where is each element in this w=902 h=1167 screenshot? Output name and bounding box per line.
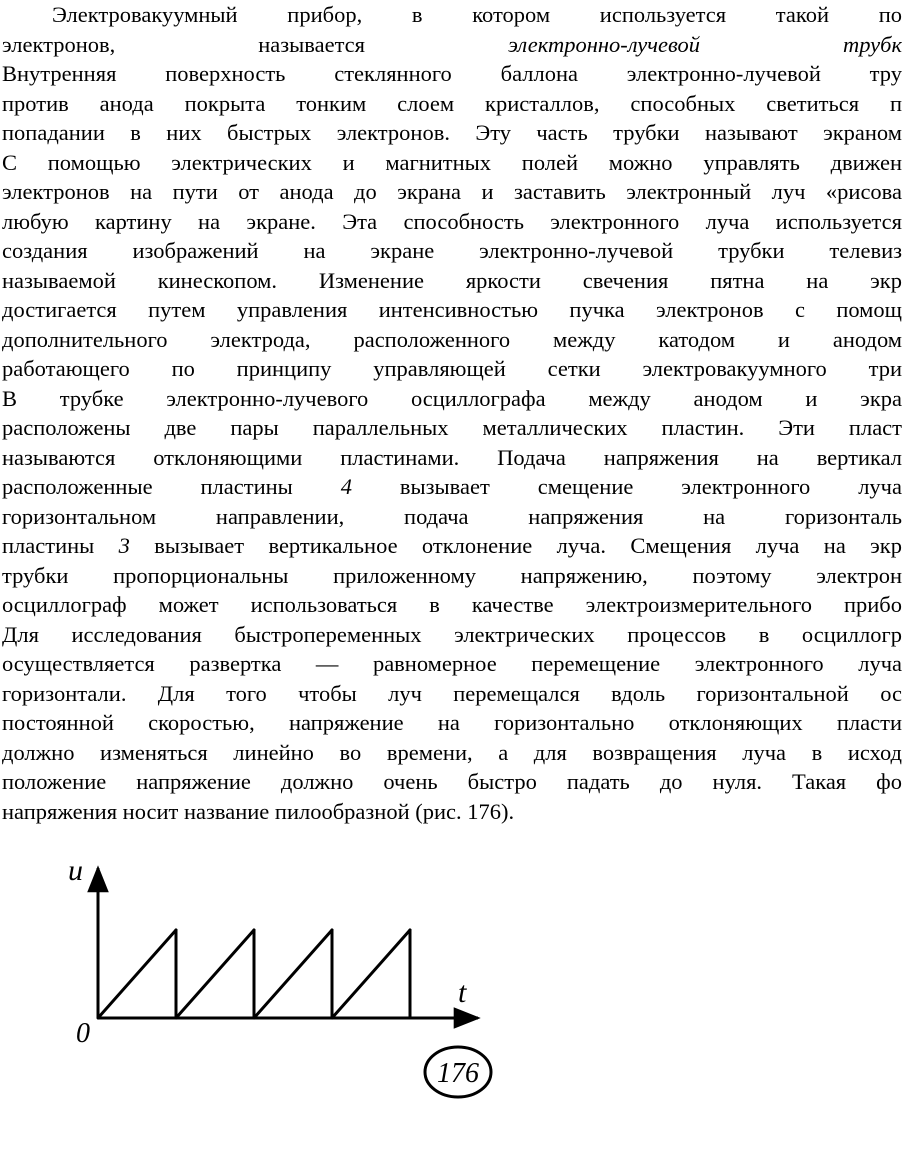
x-axis-label: t (458, 976, 467, 1009)
line-text: должно изменяться линейно во времени, а для возвращения луча в исход (2, 739, 902, 765)
sawtooth-figure (60, 850, 520, 1120)
line-text: работающего по принципу управляющей сетки электровакуумного три (2, 356, 902, 381)
text-line (2, 59, 902, 89)
line-text: осциллограф может использоваться в качестве электроизмерительного прибо (2, 592, 902, 617)
text-line (2, 797, 902, 827)
text-line (2, 620, 902, 650)
text-line (2, 0, 902, 30)
line-text: Для исследования быстропеременных электрических процессов в осциллогр (2, 621, 902, 647)
text-line (2, 354, 902, 384)
sawtooth-ramp (176, 930, 254, 1018)
text-line (2, 30, 902, 60)
line-text: пластины (2, 533, 119, 558)
text-line (2, 207, 902, 237)
line-text: попадании в них быстрых электронов. Эту часть трубки называют экраном (2, 120, 902, 145)
text-line (2, 443, 902, 473)
text-line (2, 148, 902, 178)
figure-number: 176 (437, 1058, 479, 1089)
text-line (2, 295, 902, 325)
line-text: положение напряжение должно очень быстро падать до нуля. Такая фо (2, 769, 902, 794)
text-line (2, 531, 902, 561)
text-line (2, 679, 902, 709)
text-line (2, 325, 902, 355)
line-text: осуществляется развертка — равномерное перемещение электронного луча (2, 651, 902, 676)
line-text: дополнительного электрода, расположенного между катодом и анодом (2, 326, 902, 352)
text-line (2, 649, 902, 679)
line-text: вызывает вертикальное отклонение луча. Смещения луча на экр (129, 533, 902, 558)
line-text: вызывает смещение электронного луча (351, 474, 902, 499)
line-text: называемой кинескопом. Изменение яркости свечения пятна на экр (2, 267, 902, 293)
text-line (2, 472, 902, 502)
text-line (2, 561, 902, 591)
line-text: постоянной скоростью, напряжение на горизонтально отклоняющих пласти (2, 710, 902, 735)
line-text: В трубке электронно-лучевого осциллографа между анодом и экра (2, 385, 902, 411)
sawtooth-series (98, 930, 410, 1018)
line-text: горизонтальном направлении, подача напряжения на горизонталь (2, 503, 902, 529)
text-line (2, 266, 902, 296)
line-text: Внутренняя поверхность стеклянного баллона электронно-лучевой тру (2, 61, 902, 86)
text-line (2, 384, 902, 414)
line-text: любую картину на экране. Эта способность электронного луча используется (2, 208, 902, 234)
line-text: электронов, называется (2, 31, 509, 57)
sawtooth-ramp (332, 930, 410, 1018)
text-line (2, 502, 902, 532)
origin-label: 0 (76, 1018, 90, 1049)
text-line (2, 118, 902, 148)
line-text: расположенные пластины (2, 474, 341, 499)
line-text: против анода покрыта тонким слоем кристаллов, способных светиться п (2, 90, 902, 116)
line-text: расположены две пары параллельных металлических пластин. Эти пласт (2, 415, 902, 440)
line-emphasis: электронно-лучевой трубк (508, 31, 902, 57)
line-text: создания изображений на экране электронно-лучевой трубки телевиз (2, 238, 902, 263)
y-axis-label: u (68, 854, 83, 887)
text-line (2, 177, 902, 207)
text-line (2, 89, 902, 119)
line-text: Электровакуумный прибор, в котором используется такой по (52, 2, 902, 27)
paragraph (2, 0, 902, 826)
text-line (2, 590, 902, 620)
text-line (2, 413, 902, 443)
line-text: называются отклоняющими пластинами. Подача напряжения на вертикал (2, 444, 902, 470)
sawtooth-ramp (254, 930, 332, 1018)
sawtooth-ramp (98, 930, 176, 1018)
line-text: достигается путем управления интенсивностью пучка электронов с помощ (2, 297, 902, 322)
sawtooth-chart (60, 850, 520, 1120)
text-line (2, 236, 902, 266)
line-text: горизонтали. Для того чтобы луч перемещался вдоль горизонтальной ос (2, 680, 902, 706)
line-text: напряжения носит название пилообразной (рис. 176). (2, 798, 515, 824)
line-emphasis: 4 (340, 474, 352, 499)
line-text: С помощью электрических и магнитных полей можно управлять движен (2, 149, 902, 175)
text-line (2, 738, 902, 768)
line-text: электронов на пути от анода до экрана и заставить электронный луч «рисова (2, 179, 902, 204)
text-line (2, 767, 902, 797)
line-text: трубки пропорциональны приложенному напряжению, поэтому электрон (2, 562, 902, 588)
text-line (2, 708, 902, 738)
line-emphasis: 3 (118, 533, 130, 558)
